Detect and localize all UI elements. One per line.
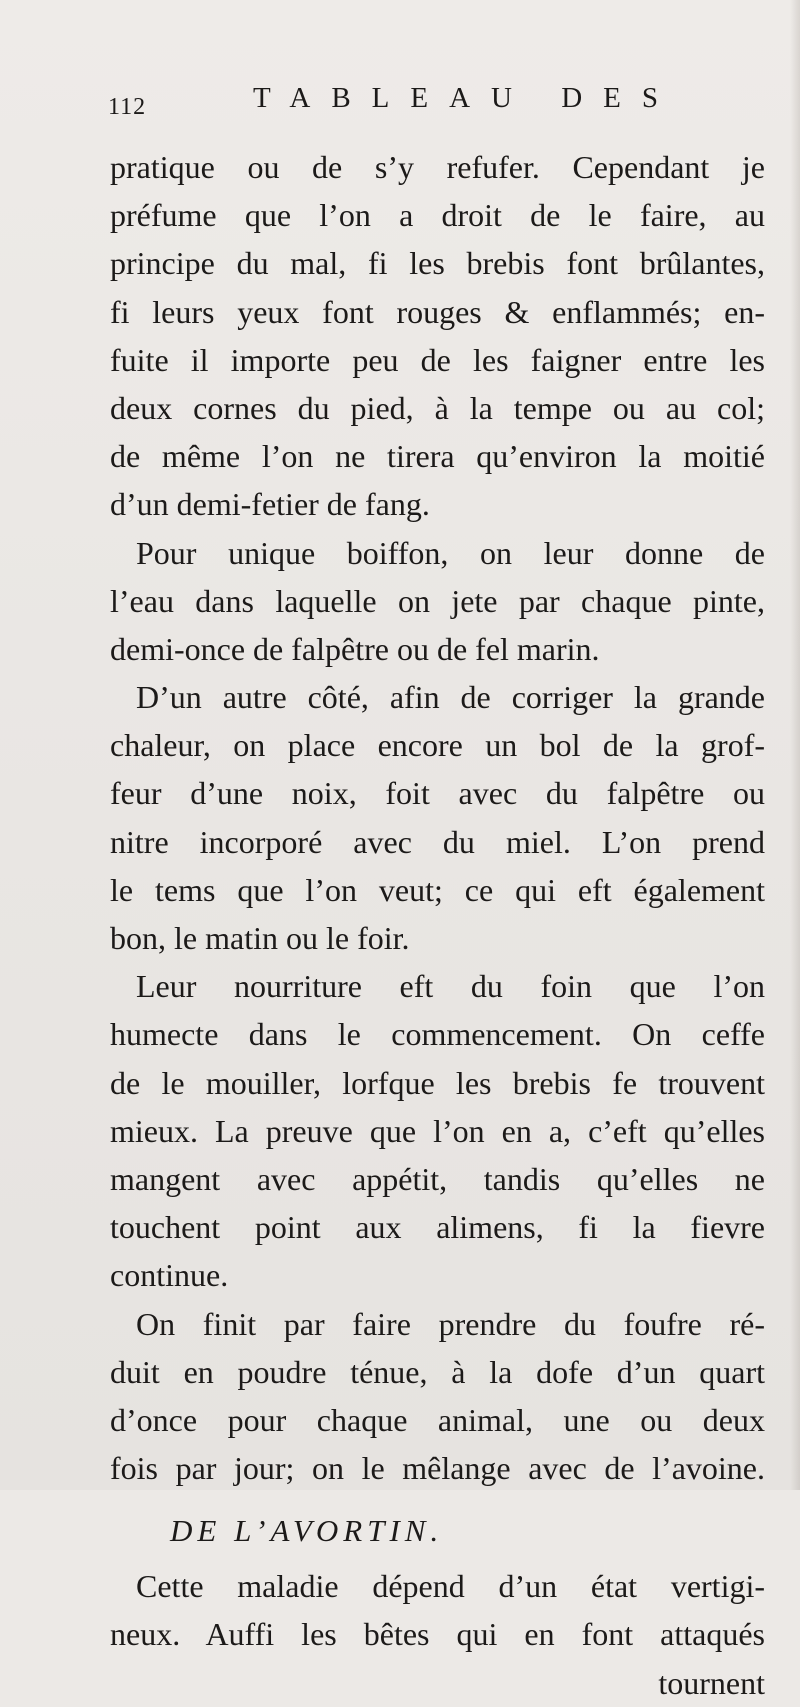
text-line: continue.	[110, 1257, 229, 1294]
text-line: Leur nourriture eft du foin que l’on	[136, 968, 765, 1005]
text-line: l’eau dans laquelle on jete par chaque pinte,	[110, 582, 765, 619]
text-line: On finit par faire prendre du foufre ré-	[136, 1305, 765, 1342]
text-line: fois par jour; on le mêlange avec de l’avoine.	[110, 1450, 765, 1487]
text-line: Pour unique boiffon, on leur donne de	[136, 534, 765, 571]
text-line: d’un demi-fetier de fang.	[110, 486, 430, 523]
text-line: Cette maladie dépend d’un état vertigi-	[136, 1568, 765, 1605]
text-line: préfume que l’on a droit de le faire, au	[110, 197, 765, 234]
page-header	[108, 82, 708, 122]
text-line: deux cornes du pied, à la tempe ou au col;	[110, 389, 765, 426]
text-line: neux. Auffi les bêtes qui en font attaqués	[110, 1616, 765, 1653]
text-line: feur d’une noix, foit avec du falpêtre ou	[110, 775, 765, 812]
running-title: TABLEAU DES	[253, 82, 680, 114]
text-line: mangent avec appétit, tandis qu’elles ne	[110, 1160, 765, 1197]
text-line: de le mouiller, lorfque les brebis fe trouvent	[110, 1064, 765, 1101]
text-line: chaleur, on place encore un bol de la grof-	[110, 727, 765, 764]
text-line: humecte dans le commencement. On ceffe	[110, 1016, 765, 1053]
catchword: tournent	[658, 1664, 765, 1701]
section-heading: DE L’AVORTIN.	[170, 1513, 444, 1549]
text-line: D’un autre côté, afin de corriger la grande	[136, 679, 765, 716]
text-line: fi leurs yeux font rouges & enflammés; en-	[110, 293, 765, 330]
text-line: nitre incorporé avec du miel. L’on prend	[110, 823, 765, 860]
page-edge-shadow	[790, 0, 800, 1490]
text-line: bon, le matin ou le foir.	[110, 920, 410, 956]
text-line: principe du mal, fi les brebis font brûlantes,	[110, 245, 765, 282]
text-line: duit en poudre ténue, à la dofe d’un quart	[110, 1353, 765, 1390]
text-line: le tems que l’on veut; ce qui eft également	[110, 871, 765, 908]
page-body	[110, 143, 765, 1707]
page-number: 112	[108, 94, 147, 120]
text-line: d’once pour chaque animal, une ou deux	[110, 1401, 765, 1438]
text-line: de même l’on ne tirera qu’environ la moitié	[110, 438, 765, 475]
text-line: fuite il importe peu de les faigner entre les	[110, 341, 765, 378]
text-line: mieux. La preuve que l’on en a, c’eft qu’elles	[110, 1112, 765, 1149]
text-line: pratique ou de s’y refufer. Cependant je	[110, 149, 765, 185]
text-line: touchent point aux alimens, fi la fievre	[110, 1209, 765, 1246]
text-line: demi-once de falpêtre ou de fel marin.	[110, 630, 600, 667]
